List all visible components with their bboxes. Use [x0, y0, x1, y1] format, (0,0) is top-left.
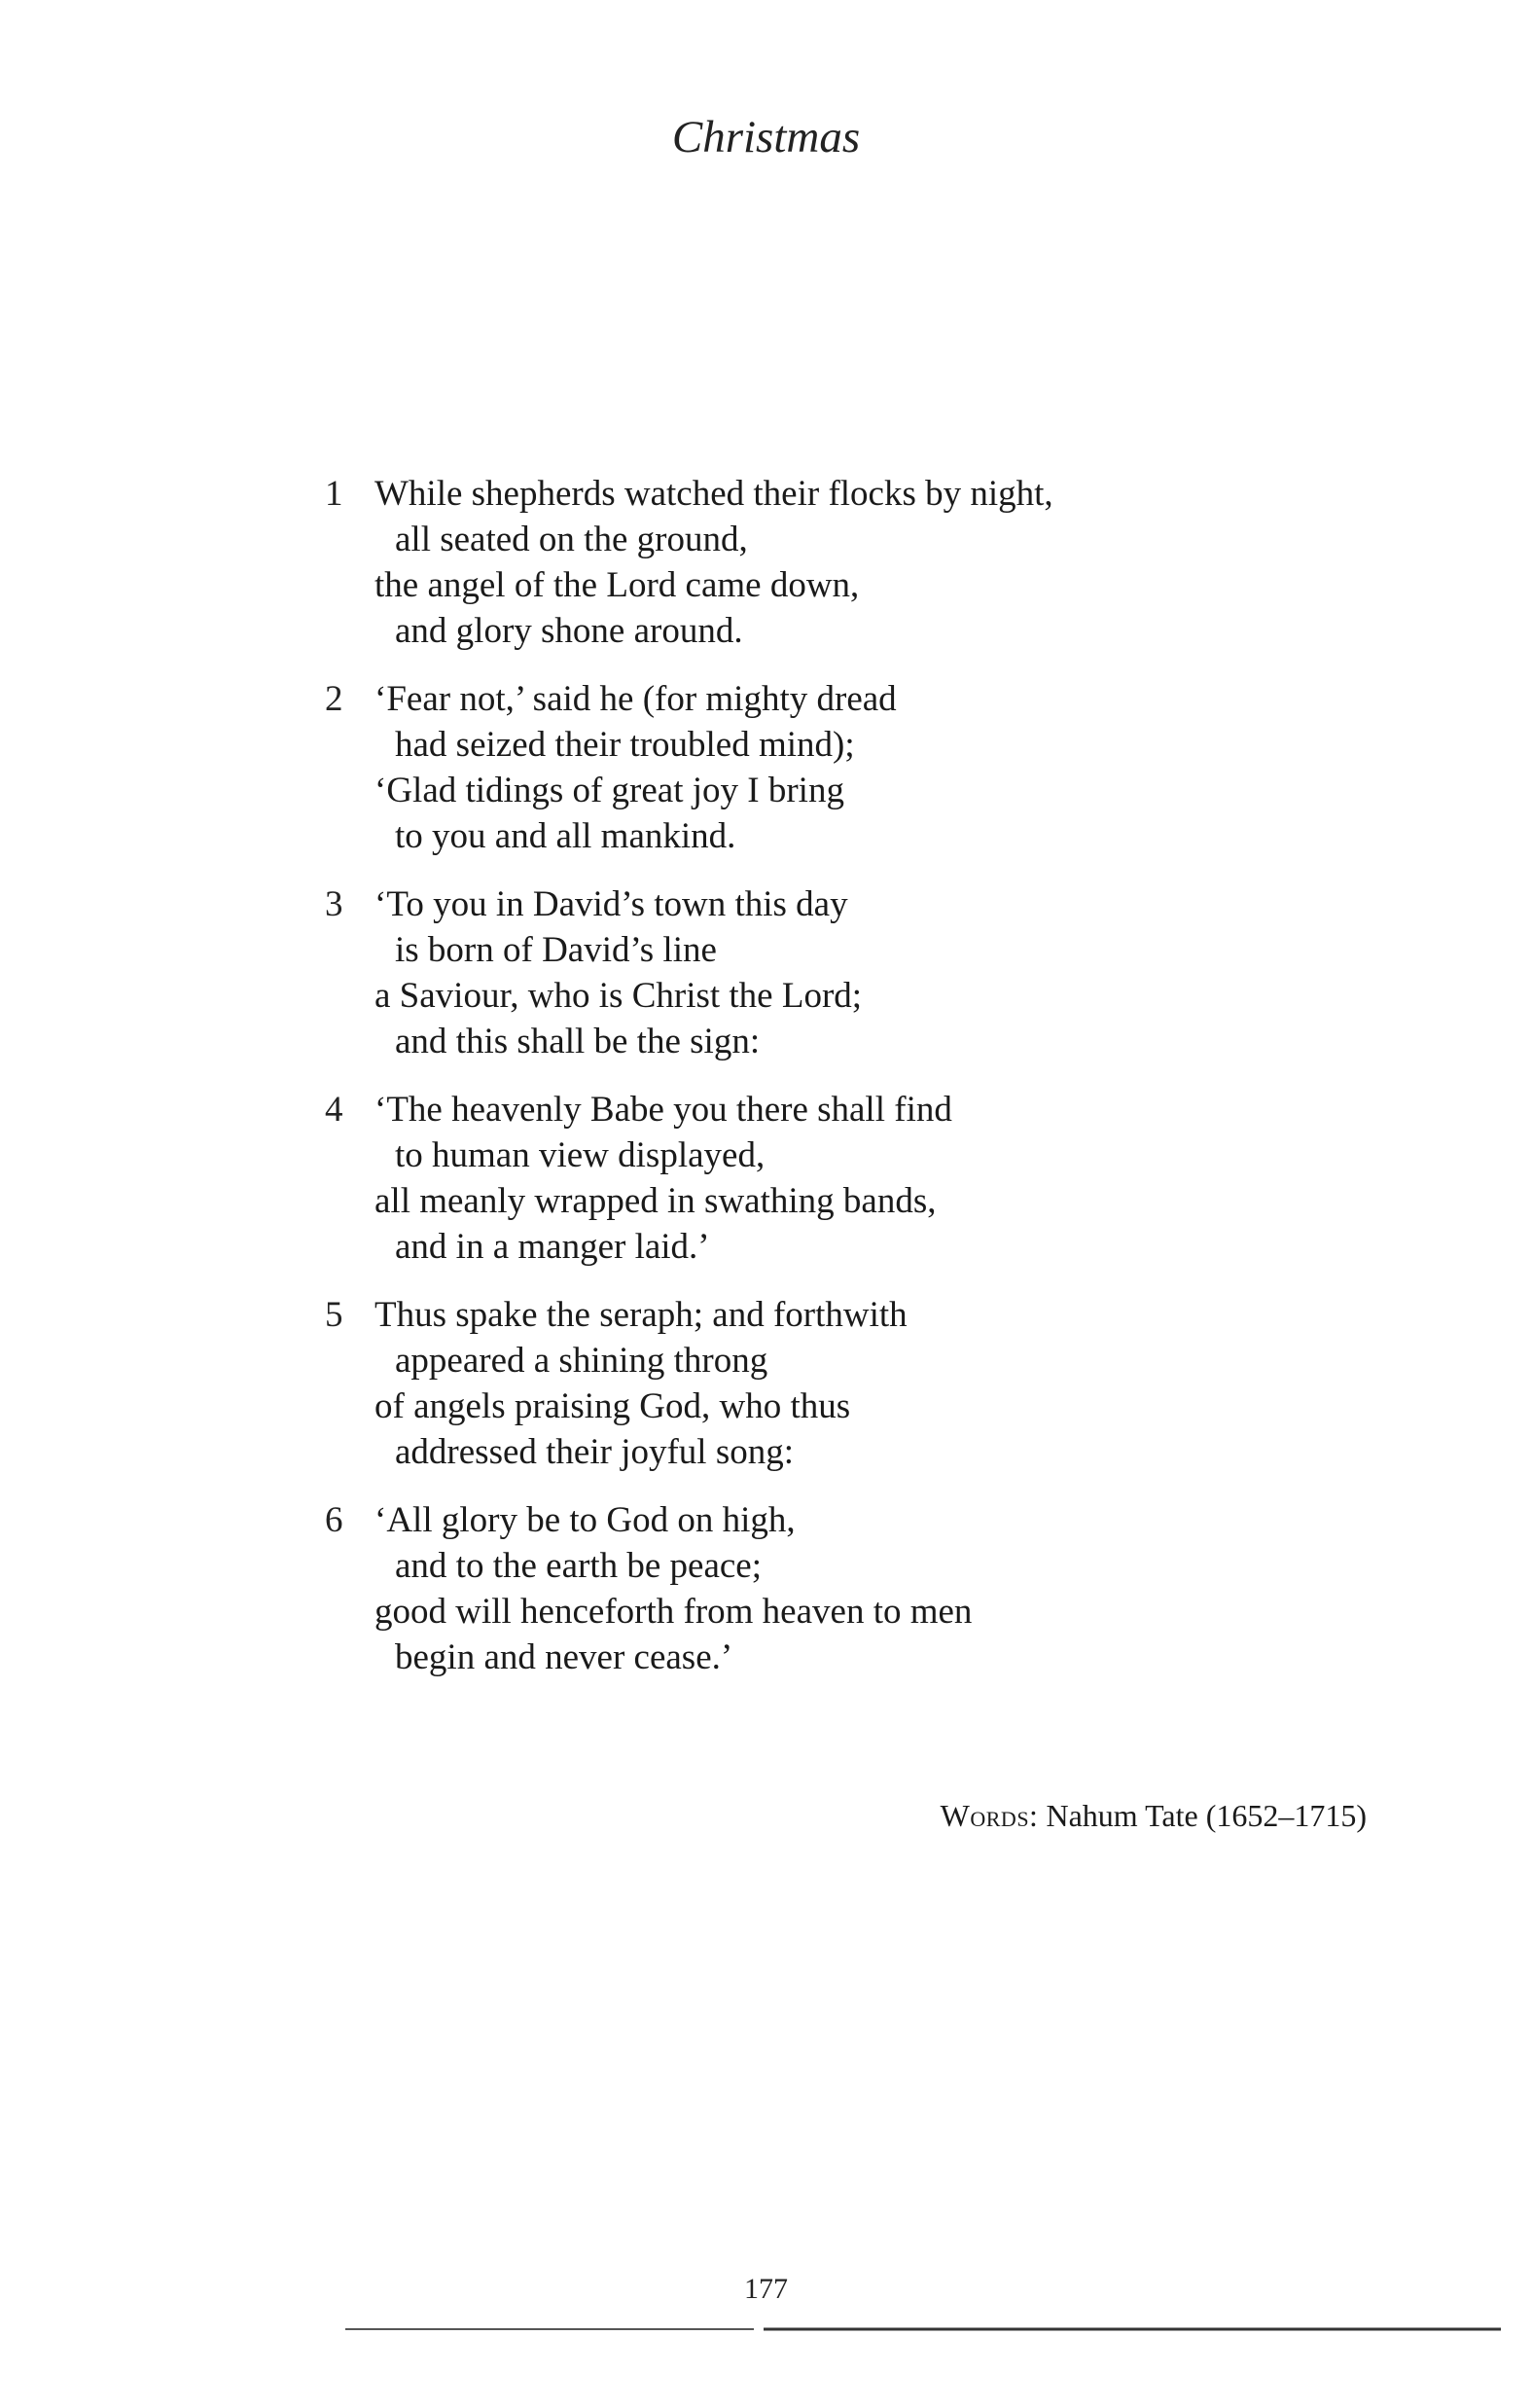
verse-line: is born of David’s line	[395, 930, 717, 970]
verse-number: 1	[325, 474, 343, 514]
verse-line: to human view displayed,	[395, 1135, 766, 1175]
page-number: 177	[744, 2273, 788, 2305]
verse-line: all meanly wrapped in swathing bands,	[374, 1181, 937, 1221]
verse-line: of angels praising God, who thus	[374, 1386, 851, 1426]
verse-line: ‘The heavenly Babe you there shall find	[374, 1090, 952, 1130]
verse-number: 4	[325, 1090, 343, 1130]
verse-line: and in a manger laid.’	[395, 1227, 710, 1267]
verse-line: had seized their troubled mind);	[395, 725, 855, 765]
verse-line: Thus spake the seraph; and forthwith	[374, 1295, 908, 1335]
verse-line: a Saviour, who is Christ the Lord;	[374, 976, 863, 1016]
verse-line: to you and all mankind.	[395, 816, 736, 856]
verse-line: begin and never cease.’	[395, 1637, 733, 1677]
verse-line: the angel of the Lord came down,	[374, 565, 860, 605]
verse-line: all seated on the ground,	[395, 520, 748, 559]
words-attribution	[941, 1796, 1367, 1835]
verse-number: 5	[325, 1295, 343, 1335]
verse-line: ‘All glory be to God on high,	[374, 1500, 796, 1540]
verse-line: ‘To you in David’s town this day	[374, 884, 848, 924]
verse-line: ‘Fear not,’ said he (for mighty dread	[374, 679, 897, 719]
verse-line: While shepherds watched their flocks by night,	[374, 474, 1053, 514]
verse-number: 2	[325, 679, 343, 719]
verse-line: and this shall be the sign:	[395, 1022, 761, 1061]
verse-line: addressed their joyful song:	[395, 1432, 794, 1472]
bottom-rule	[345, 2327, 1501, 2331]
attribution-label: Words:	[940, 1798, 1039, 1833]
verse-line: and to the earth be peace;	[395, 1546, 762, 1586]
verse-number: 6	[325, 1500, 343, 1540]
verse-number: 3	[325, 884, 343, 924]
attribution-author: Nahum Tate (1652–1715)	[1046, 1798, 1367, 1833]
verse-line: good will henceforth from heaven to men	[374, 1592, 973, 1632]
verse-line: and glory shone around.	[395, 611, 743, 651]
page-heading: Christmas	[671, 112, 861, 162]
verse-line: appeared a shining throng	[395, 1341, 768, 1381]
verse-line: ‘Glad tidings of great joy I bring	[374, 771, 844, 810]
